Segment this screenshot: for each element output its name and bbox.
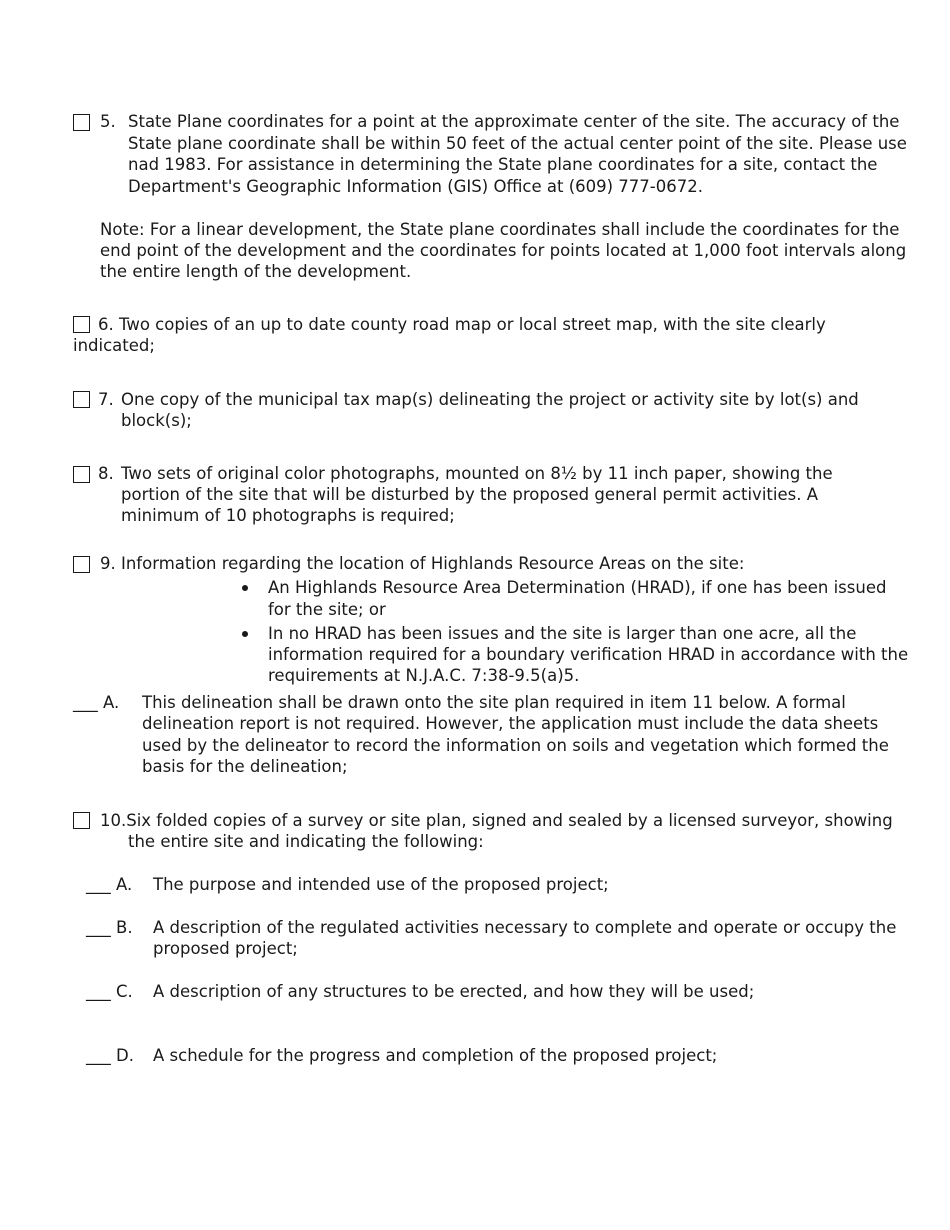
item9-checkbox[interactable] <box>73 556 90 573</box>
item8-line-2: portion of the site that will be disturbed by the proposed general permit activities. A <box>121 485 818 504</box>
item6-line-2: indicated; <box>73 336 155 355</box>
item9-sub-a-line-3: used by the delineator to record the information on soils and vegetation which formed the <box>142 736 889 755</box>
item9-bullet1-line-2: for the site; or <box>268 600 386 619</box>
item9-heading: 9. Information regarding the location of Highlands Resource Areas on the site: <box>100 554 745 573</box>
item10-sub-a-line-1: The purpose and intended use of the proposed project; <box>153 875 609 894</box>
item9-bullet2-line-1: In no HRAD has been issues and the site is larger than one acre, all the <box>268 624 857 643</box>
bullet-icon <box>242 585 248 591</box>
item9-sub-a-line-2: delineation report is not required. However, the application must include the data sheets <box>142 714 879 733</box>
item10-line-2: the entire site and indicating the following: <box>128 832 484 851</box>
item5-number: 5. <box>100 112 116 131</box>
item10-line-1: 10.Six folded copies of a survey or site plan, signed and sealed by a licensed surveyor, showing <box>100 811 893 830</box>
item7-checkbox[interactable] <box>73 391 90 408</box>
item10-sub-c-line-1: A description of any structures to be erected, and how they will be used; <box>153 982 755 1001</box>
bullet-icon <box>242 631 248 637</box>
item9-bullet2-line-3: requirements at N.J.A.C. 7:38-9.5(a)5. <box>268 666 580 685</box>
item5-note-line-3: the entire length of the development. <box>100 262 412 281</box>
item6-line-1: 6. Two copies of an up to date county road map or local street map, with the site clearly <box>98 315 826 334</box>
item6-checkbox[interactable] <box>73 316 90 333</box>
item9-sub-a-line-4: basis for the delineation; <box>142 757 348 776</box>
item10-sub-a-marker: ___ A. <box>86 875 133 894</box>
item10-sub-b-line-1: A description of the regulated activities necessary to complete and operate or occupy the <box>153 918 897 937</box>
item9-sub-a-line-1: This delineation shall be drawn onto the site plan required in item 11 below. A formal <box>142 693 846 712</box>
item5-note-line-2: end point of the development and the coordinates for points located at 1,000 foot intervals along <box>100 241 907 260</box>
item8-line-1: Two sets of original color photographs, mounted on 8½ by 11 inch paper, showing the <box>121 464 833 483</box>
item10-sub-b-line-2: proposed project; <box>153 939 298 958</box>
item10-checkbox[interactable] <box>73 812 90 829</box>
item7-line-2: block(s); <box>121 411 192 430</box>
item5-line-3: nad 1983. For assistance in determining the State plane coordinates for a site, contact the <box>128 155 878 174</box>
item7-number: 7. <box>98 390 114 409</box>
item8-checkbox[interactable] <box>73 466 90 483</box>
item5-note-line-1: Note: For a linear development, the State plane coordinates shall include the coordinates for the <box>100 220 900 239</box>
item5-checkbox[interactable] <box>73 114 90 131</box>
item8-number: 8. <box>98 464 114 483</box>
item7-line-1: One copy of the municipal tax map(s) delineating the project or activity site by lot(s) and <box>121 390 859 409</box>
item10-sub-d-line-1: A schedule for the progress and completion of the proposed project; <box>153 1046 718 1065</box>
item10-sub-d-marker: ___ D. <box>86 1046 134 1065</box>
item9-bullet2-line-2: information required for a boundary verification HRAD in accordance with the <box>268 645 909 664</box>
item5-line-4: Department's Geographic Information (GIS) Office at (609) 777-0672. <box>128 177 703 196</box>
item5-line-1: State Plane coordinates for a point at the approximate center of the site. The accuracy of the <box>128 112 900 131</box>
item9-bullet1-line-1: An Highlands Resource Area Determination (HRAD), if one has been issued <box>268 578 887 597</box>
item10-sub-c-marker: ___ C. <box>86 982 133 1001</box>
item8-line-3: minimum of 10 photographs is required; <box>121 506 455 525</box>
item9-sub-a-marker: ___ A. <box>73 693 120 712</box>
item10-sub-b-marker: ___ B. <box>86 918 133 937</box>
item5-line-2: State plane coordinate shall be within 50 feet of the actual center point of the site. Please use <box>128 134 907 153</box>
